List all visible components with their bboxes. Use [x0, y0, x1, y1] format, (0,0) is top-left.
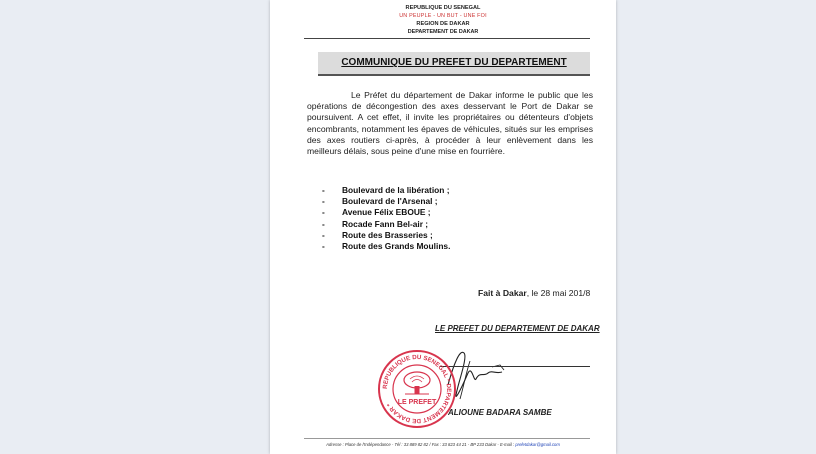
list-item — [322, 219, 450, 230]
body-text: Le Préfet du département de Dakar informe le public que les opérations de décongestion des axes desservant le Port de Dakar se poursuivent. A cet effet, il invite les propriétaires ou détenteurs d'objets encombrants, notamment les épaves de véhicules, situés sur les emprises des axes routiers ci-après, à procéder à leur enlèvement dans les meilleurs délais, sous peine d'une mise en fourrière. — [307, 90, 593, 157]
footer-divider — [304, 438, 590, 439]
list-item — [322, 207, 450, 218]
header-region: REGION DE DAKAR — [416, 21, 470, 27]
signatory-title: LE PREFET DU DEPARTEMENT DE DAKAR — [435, 324, 600, 333]
title-banner — [318, 52, 590, 76]
stamp-center-text: LE PREFET — [397, 399, 437, 406]
official-stamp — [376, 348, 458, 430]
list-marker: - — [322, 196, 325, 207]
road-name: Route des Grands Moulins. — [342, 241, 451, 252]
list-marker: - — [322, 241, 325, 252]
road-list — [322, 185, 450, 252]
list-item — [322, 241, 450, 252]
list-marker: - — [322, 185, 325, 195]
list-marker: - — [322, 218, 325, 229]
baobab-tree-icon — [404, 372, 430, 394]
signatory-name: ALIOUNE BADARA SAMBE — [448, 408, 552, 417]
header-republic: REPUBLIQUE DU SENEGAL — [405, 5, 481, 11]
body-paragraph — [307, 90, 593, 157]
road-name: Avenue Félix EBOUE ; — [342, 207, 431, 218]
list-marker: - — [322, 229, 325, 240]
road-name: Boulevard de la libération ; — [342, 185, 450, 195]
list-item — [322, 196, 450, 207]
list-item — [322, 230, 450, 241]
stamp-ring-text: REPUBLIQUE DU SENEGAL * DEPARTEMENT DE DAKAR * — [381, 353, 453, 425]
road-name: Route des Brasseries ; — [342, 229, 433, 240]
list-marker: - — [322, 207, 325, 218]
list-item — [322, 185, 450, 196]
footer-email[interactable]: prefetdakar@gmail.com — [515, 442, 560, 447]
place-date — [478, 288, 590, 298]
header-divider — [304, 38, 590, 39]
header-motto: UN PEUPLE - UN BUT - UNE FOI — [399, 13, 487, 19]
place: Fait à Dakar — [478, 288, 527, 298]
road-name: Boulevard de l'Arsenal ; — [342, 196, 438, 207]
footer-address: Adresse : Place de l'Indépendance - Tél : 33 889 82 82 / Fax : 33 823 44 21 - BP 233 Dakar - E-mail : — [326, 442, 515, 447]
header-department: DEPARTEMENT DE DAKAR — [407, 29, 479, 35]
signature-line — [440, 366, 590, 367]
road-name: Rocade Fann Bel-air ; — [342, 218, 429, 229]
date: , le 28 mai 201/8 — [526, 288, 591, 298]
document-title: COMMUNIQUE DU PREFET DU DEPARTEMENT — [341, 57, 567, 68]
footer — [270, 442, 616, 447]
document-page — [270, 0, 616, 454]
